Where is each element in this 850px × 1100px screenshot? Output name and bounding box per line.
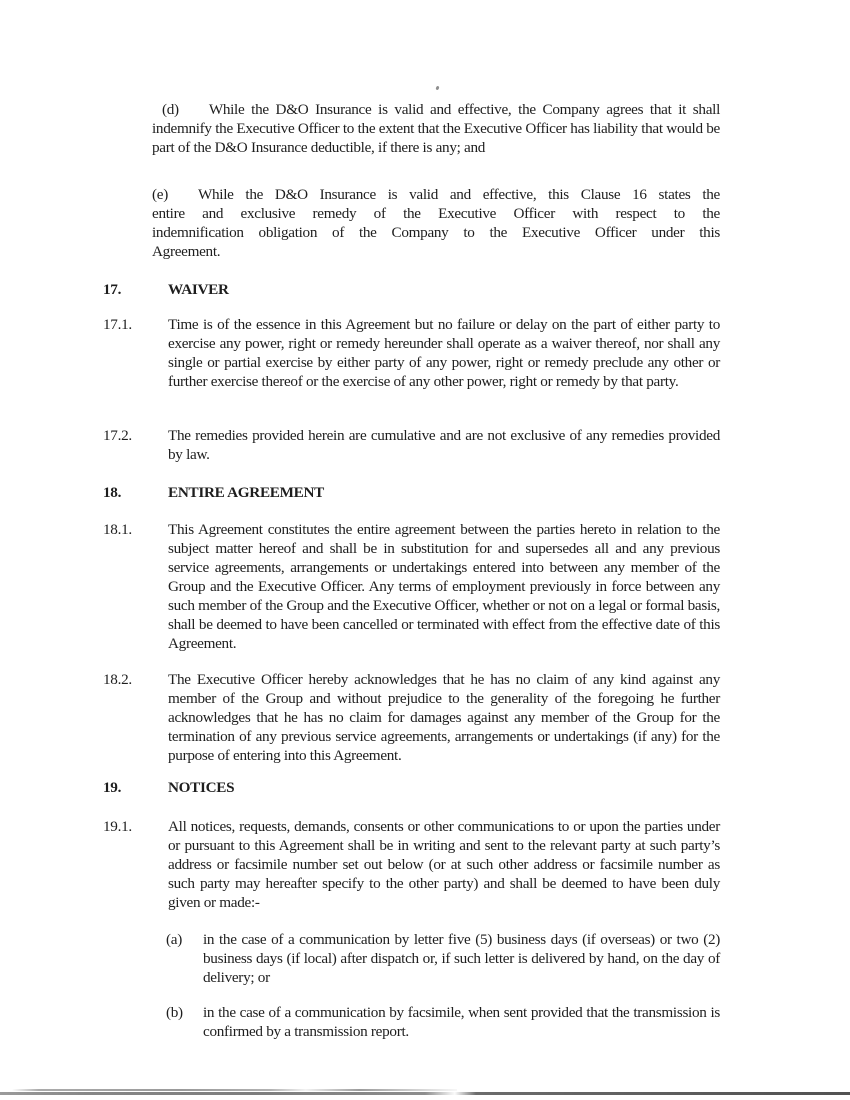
clause-17-1-text: Time is of the essence in this Agreement but no failure or delay on the part of either party to exercise any power, right or remedy hereunder shall operate as a waiver thereof, nor shall any single or partial exercise by either party of any power, right or remedy preclude any other or further exercise thereof or the exercise of any other power, right or remedy by that party. [168, 316, 720, 390]
clause-18-1-text: This Agreement constitutes the entire agreement between the parties hereto in relation to the subject matter hereof and shall be in substitution for and supersedes all and any previous service agreements, arrangements or undertakings entered into between any member of the Group and the Executive Officer. Any terms of employment previously in force between any such member of the Group and the Executive Officer, whether or not on a legal or formal basis, shall be deemed to have been cancelled or terminated with effect from the effective date of this Agreement. [168, 521, 720, 652]
clause-19-1-text: All notices, requests, demands, consents or other communications to or upon the parties under or pursuant to this Agreement shall be in writing and sent to the relevant party at such party’s address or facsimile number set out below (or at such other address or facsimile number as such party may hereafter specify to the other party) and shall be deemed to have been duly given or made:- [168, 818, 720, 911]
section-18-heading [103, 483, 720, 502]
section-18-number: 18. [103, 484, 122, 501]
scan-artifact-line-light [12, 1089, 457, 1091]
clause-18-1 [103, 520, 720, 653]
clause-19-1 [103, 817, 720, 912]
clause-18-1-number: 18.1. [103, 521, 132, 538]
clause-17-1 [103, 315, 720, 391]
section-18-title: ENTIRE AGREEMENT [168, 484, 324, 501]
subclause-b-text: in the case of a communication by facsimile, when sent provided that the transmission is confirmed by a transmission report. [203, 1004, 720, 1040]
clause-18-2-number: 18.2. [103, 671, 132, 688]
clause-d-text: While the D&O Insurance is valid and effective, the Company agrees that it shall indemnify the Executive Officer to the extent that the Executive Officer has liability that would be part of the D&O Insurance deductible, if there is any; and [152, 101, 720, 156]
subclause-a [166, 930, 720, 987]
clause-17-2-number: 17.2. [103, 427, 132, 444]
section-17-title: WAIVER [168, 281, 229, 298]
section-19-number: 19. [103, 779, 122, 796]
scan-speck [435, 86, 439, 91]
section-17-heading [103, 280, 720, 299]
clause-18-2 [103, 670, 720, 765]
subclause-a-text: in the case of a communication by letter five (5) business days (if overseas) or two (2) business days (if local) after dispatch or, if such letter is delivered by hand, on the day of delivery; or [203, 931, 720, 986]
scan-artifact-line-dark [0, 1092, 850, 1095]
subclause-b-marker: (b) [166, 1004, 183, 1021]
clause-17-2-text: The remedies provided herein are cumulative and are not exclusive of any remedies provided by law. [168, 427, 720, 463]
clause-d-marker: (d) [162, 101, 179, 118]
subclause-b [166, 1003, 720, 1041]
clause-e-text: While the D&O Insurance is valid and effective, this Clause 16 states the entire and exclusive remedy of the Executive Officer with respect to the indemnification obligation of the Company to the Executive Officer under this Agreement. [152, 186, 720, 260]
subclause-a-marker: (a) [166, 931, 182, 948]
clause-18-2-text: The Executive Officer hereby acknowledges that he has no claim of any kind against any member of the Group and without prejudice to the generality of the foregoing he further acknowledges that he has no claim for damages against any member of the Group for the termination of any previous service agreements, arrangements or undertakings (if any) for the purpose of entering into this Agreement. [168, 671, 720, 764]
clause-d [152, 100, 720, 157]
section-19-heading [103, 778, 720, 797]
clause-e [152, 185, 720, 261]
clause-e-marker: (e) [152, 186, 168, 203]
section-17-number: 17. [103, 281, 122, 298]
clause-17-2 [103, 426, 720, 464]
clause-19-1-number: 19.1. [103, 818, 132, 835]
clause-17-1-number: 17.1. [103, 316, 132, 333]
section-19-title: NOTICES [168, 779, 235, 796]
